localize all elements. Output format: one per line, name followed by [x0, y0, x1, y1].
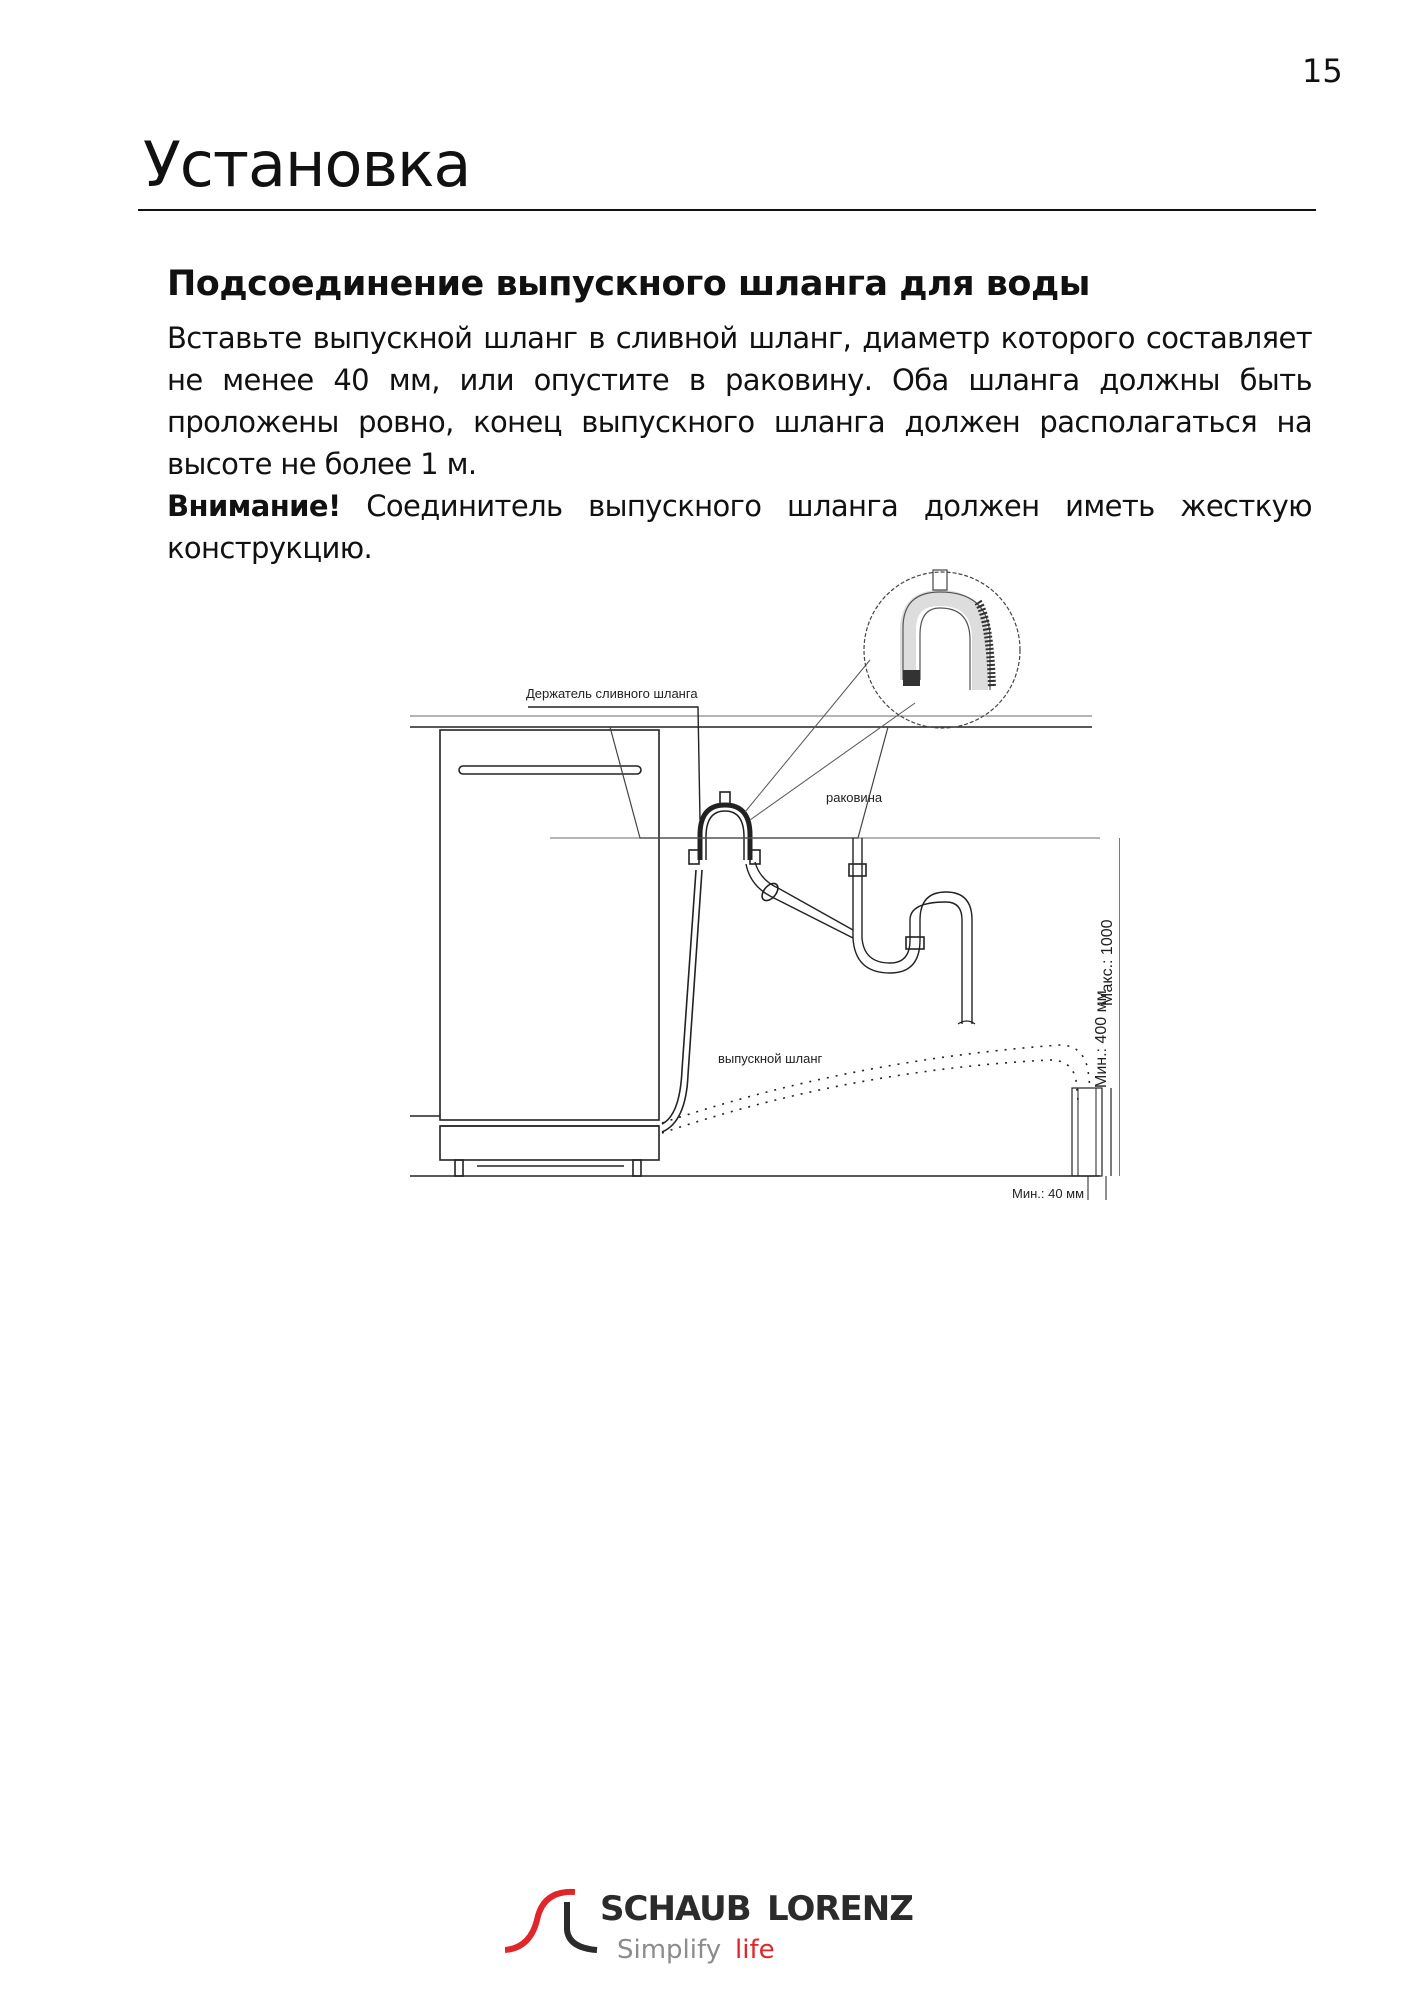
instruction-paragraph: Вставьте выпускной шланг в сливной шланг, диаметр которого составляет не менее 40 мм, или опустите в раковину. Оба шланга должны быть проложены ровно, конец выпускного шланга должен располагаться на высоте не более 1 м. — [167, 321, 1312, 481]
dishwasher-foot-left — [455, 1160, 463, 1176]
section-heading: Подсоединение выпускного шланга для воды — [167, 264, 1090, 304]
warning-text: Соединитель выпускного шланга должен иметь жесткую конструкцию. — [167, 489, 1312, 565]
hose-holder-detail-circle — [864, 570, 1020, 728]
title-divider — [138, 209, 1316, 211]
warning-label: Внимание! — [167, 489, 341, 523]
dishwasher-handle — [459, 766, 641, 774]
drain-hose-installation-diagram — [400, 540, 1120, 1200]
page-number: 15 — [1302, 52, 1343, 90]
label-min-height: Мин.: 400 мм — [1093, 990, 1110, 1088]
brand-name-first: SCHAUB — [600, 1889, 751, 1929]
slogan-second: life — [735, 1935, 775, 1965]
drain-standpipe — [1072, 1088, 1102, 1176]
brand-name-second: LORENZ — [767, 1889, 913, 1929]
label-drain-hose: выпускной шланг — [718, 1051, 823, 1066]
drain-hose-side — [662, 870, 696, 1124]
logo-dark-swoosh — [567, 1902, 597, 1950]
label-hose-holder: Держатель сливного шланга — [526, 686, 698, 701]
label-max-height: Макс.: 1000 — [1099, 919, 1116, 1006]
u-shaped-hose-holder — [700, 805, 750, 860]
dishwasher-foot-right — [633, 1160, 641, 1176]
brand-logo — [505, 1880, 925, 1970]
dishwasher-plinth — [440, 1126, 659, 1160]
slogan-first: Simplify — [617, 1935, 722, 1965]
hose-holder-leader — [528, 707, 700, 820]
section-body — [167, 317, 1312, 569]
label-sink: раковина — [826, 790, 883, 805]
label-min-diameter: Мин.: 40 мм — [1012, 1186, 1085, 1200]
page-title: Установка — [143, 128, 471, 201]
